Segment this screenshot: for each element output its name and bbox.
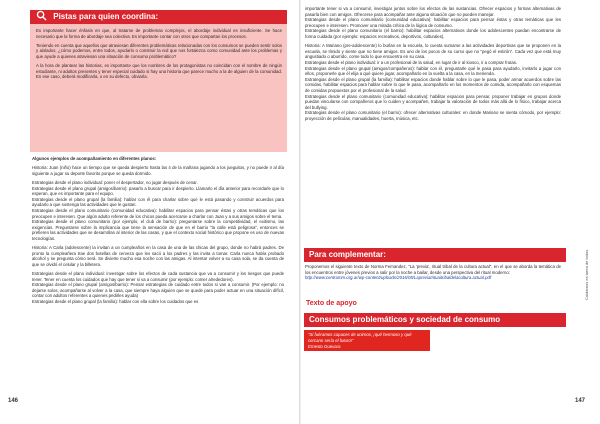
- body-paragraph: Historia: Juan (niño) hace un tiempo que se queda despierto hasta las 4 de la mañana jugando a los jueguitos, y no puede ir al día siguiente a jugar su deporte favorito porque se queda dormido.: [32, 165, 284, 176]
- tips-paragraph: Teniendo en cuenta que aquellos que atraviesan diferentes problemáticas relacionadas con los consumos se pueden sentir solos y aislados, ¿cómo podemos, entre todos, ayudarlo o construir la red que nos fortalezca como comunidad ante los problemas y que ayude a quienes atraviesan una situación de consumo problemático?: [36, 42, 282, 59]
- body-paragraph: Estrategias desde el plano individual: investigar sobre los efectos de cada sustancia que va a consumir y los riesgos que puede tener. Tener en cuenta los cuidados que hay que tener si va a consumir (por ejemplo: comer alrededores).: [32, 271, 284, 282]
- body-paragraph: Historia: A Mariano (pre-adolescente) lo burlan en la escuela, lo cuesta sumarse a las actividades deportivas que se proponen en la escuela, se tímido y siente que no tiene amigos. Es uno de los pocos de su curso que no "pegó el estirón". Cada vez que está muy angustiado o aburrido, come todo lo que encuentra en su casa.: [305, 43, 561, 60]
- body-paragraph: Historia: A Carla (adolescente) la invitan a un cumpleaños en la casa de una de las chicas del grupo, donde no habrá padres. De pronto la cumpleañera trae dos botellas de cerveza que les sacó a los padres y las invita a tomar. Carla nunca había probado alcohol y se pregunta cómo será. Se divierte mucho esa noche con las amigas. Al intentar volver a su casa sola, se da cuenta de que se olvidó el celular y la billetera.: [32, 245, 284, 267]
- body-paragraph: Estrategias desde el plano comunitario (el barrio): habilitar espacios alternativos donde los adolescentes puedan encontrarse de forma cuidada (por ejemplo: espacios recreativos, deportivos, culturales).: [305, 28, 561, 39]
- body-paragraph: Estrategias desde el plano comunitario (comunidad educativa): habilitar espacios para pensar éstas y otras temáticas que los preocupen e interesen. Que algún adulto referente de los chicos pueda acercarse a charlar con Juan y a sus amigos sobre el tema.: [32, 207, 284, 219]
- vertical-side-text: Cuidarnos es tarea de todos: [584, 249, 589, 300]
- quote-author: Ernesto Guevara: [308, 343, 341, 349]
- body-paragraph: Estrategias desde el plano grupal (la familia): hablar con ella sobre los cuidados que es: [32, 299, 199, 305]
- examples-heading: Algunos ejemplos de acompañamiento en diferentes planos:: [32, 156, 157, 161]
- complement-text: [305, 264, 561, 281]
- right-body-text: [305, 6, 561, 121]
- complement-paragraph: Proponemos el siguiente texto de Norma Fernandez, "La 'previa', ritual tribal de la cultura actual", en el que se aborda la temática de los encuentros entre jóvenes previos a salir por la noche a bailar, desde una perspectiva del ritual moderno:: [305, 264, 561, 275]
- coordinator-tips-title: Pistas para quien coordina:: [53, 12, 159, 21]
- support-text-title: Texto de apoyo: [306, 300, 357, 307]
- body-paragraph: importante tener si va a consumir, investigar juntos sobre los efectos de las sustancias. Ofrecer espacios y formas alternativas de pasarla bien con amigos. Ofrecerse para acompañar ante alguna situación que no pueden manejar.: [305, 6, 561, 17]
- body-paragraph: Estrategias desde el plano individual: poner el despertador, no jugar después de cenar.: [32, 179, 198, 185]
- body-paragraph: Estrategias desde el plano grupal (la familia): hablar con él para charlar sobre qué le está pasando y construir acuerdos para ayudarlo a que sostenga las actividades que le gustan.: [32, 196, 284, 208]
- body-paragraph: Estrategias desde el plano grupal (la familia): habilitar espacios donde hablar sobre lo que le pasa, poder armar acuerdos sobre las comidas, habilitar espacios para hablar sobre lo que le pasa, acompañarlo en los momentos de comida, acompañarlo con esquemas de comidas propuestos por el profesional de la salud.: [305, 76, 561, 93]
- body-paragraph: Estrategias desde el plano individual: ir a un profesional de la salud, en lugar de ir al kiosco, ir a comprar frutas.: [305, 59, 518, 65]
- complement-header: Para complementar:: [304, 248, 566, 262]
- tips-box-text: [36, 28, 282, 84]
- body-paragraph: Estrategias desde el plano grupal (amigos/barrio): Pensar estrategias de cuidado entre todos si van a consumir. (Por ejemplo: no dejarse solos, acompañarse al volver a la casa, que siempre haya alguien que se quede para poder actuar en una situación difícil, contar con adultos referentes a quienes pedirles ayuda): [32, 282, 284, 299]
- page-number-right: 147: [575, 398, 586, 404]
- quote-box: [304, 330, 430, 351]
- consumos-header: Consumos problemáticos y sociedad de consumo: [304, 313, 566, 327]
- complement-link[interactable]: http://www.centromm.org.ar/wp-content/uploads/2016/05/Lapreviatrituaitribaldelacultura.actual.pdf: [305, 275, 492, 281]
- left-body-text: [32, 156, 284, 305]
- body-paragraph: Estrategias desde el plano comunitario (el barrio): ofrecer alternativas culturales: en donde Mariano se sienta cómodo, por ejemplo: proyección de películas, manualidades, huerta, música, etc.: [305, 110, 561, 121]
- quote-text: "Si fuéramos capaces de unirnos, ¡qué hermoso y qué cercano sería el futuro!": [308, 332, 412, 343]
- body-paragraph: Estrategias desde el plano comunitario (por ejemplo, el club de barrio): preguntarse sobre la competitividad, el exitismo, las exigencias. Preguntarse sobre la implicancia que tiene la sensación de que en el barrio "la calle está peligrosa", entonces se prefieren las actividades que se desarrollan al interior de las casas, y que el contexto social histórico que propone es uso de nuevas tecnologías.: [32, 219, 284, 241]
- body-paragraph: Estrategias desde el plano grupal (amigos/compañeros): hablar con él, preguntarle qué le pasa para ayudarlo, invitarlo a jugar con ellos, proponerle que él elija a qué quiere jugar, acompañarlo en la vuelta a la casa, en la merienda.: [305, 65, 561, 77]
- tips-paragraph: A la hora de plantear las historias, es importante que los nombres de los protagonistas no coincidan con el nombre de ningún estudiante, ni adultos presentes y tener especial cuidado si hay una historia que parece mucho a la de alguien de la comunidad. En ese caso, deberá modificarla, o en su defecto, obviarla.: [36, 63, 282, 80]
- body-paragraph: Estrategias desde el plano grupal (amigos/barrio): pasarlo a buscar para ir despierto. Llamarlo el día anterior para recordarle que lo esperan, que es importante para el equipo.: [32, 185, 284, 197]
- body-paragraph: Estrategias desde el plano comunitario (comunidad educativa): habilitar espacios para pensar, proponer trabajar en grupos donde puedan vincularse con compañeros que lo cuiden y acompañen, trabajar la valoración de todos más allá de lo físico, trabajar acerca del bullying.: [305, 93, 561, 110]
- coordinator-tips-header: [30, 10, 287, 24]
- page-number-left: 146: [8, 398, 19, 404]
- tips-paragraph: Es importante hacer énfasis en que, al tratarse de problemas complejos, el abordaje individual es insuficiente. Se hace necesario que la forma de abordaje sea colectiva. Es importante contar con otros que compartan los procesos.: [36, 28, 282, 39]
- body-paragraph: Estrategias desde el plano comunitario (comunidad educativa): habilitar espacios para pensar éstas y otras temáticas que les preocupen e interesen. Promover una mirada crítica de la lógica de consumo.: [305, 17, 561, 28]
- search-icon: [36, 10, 47, 21]
